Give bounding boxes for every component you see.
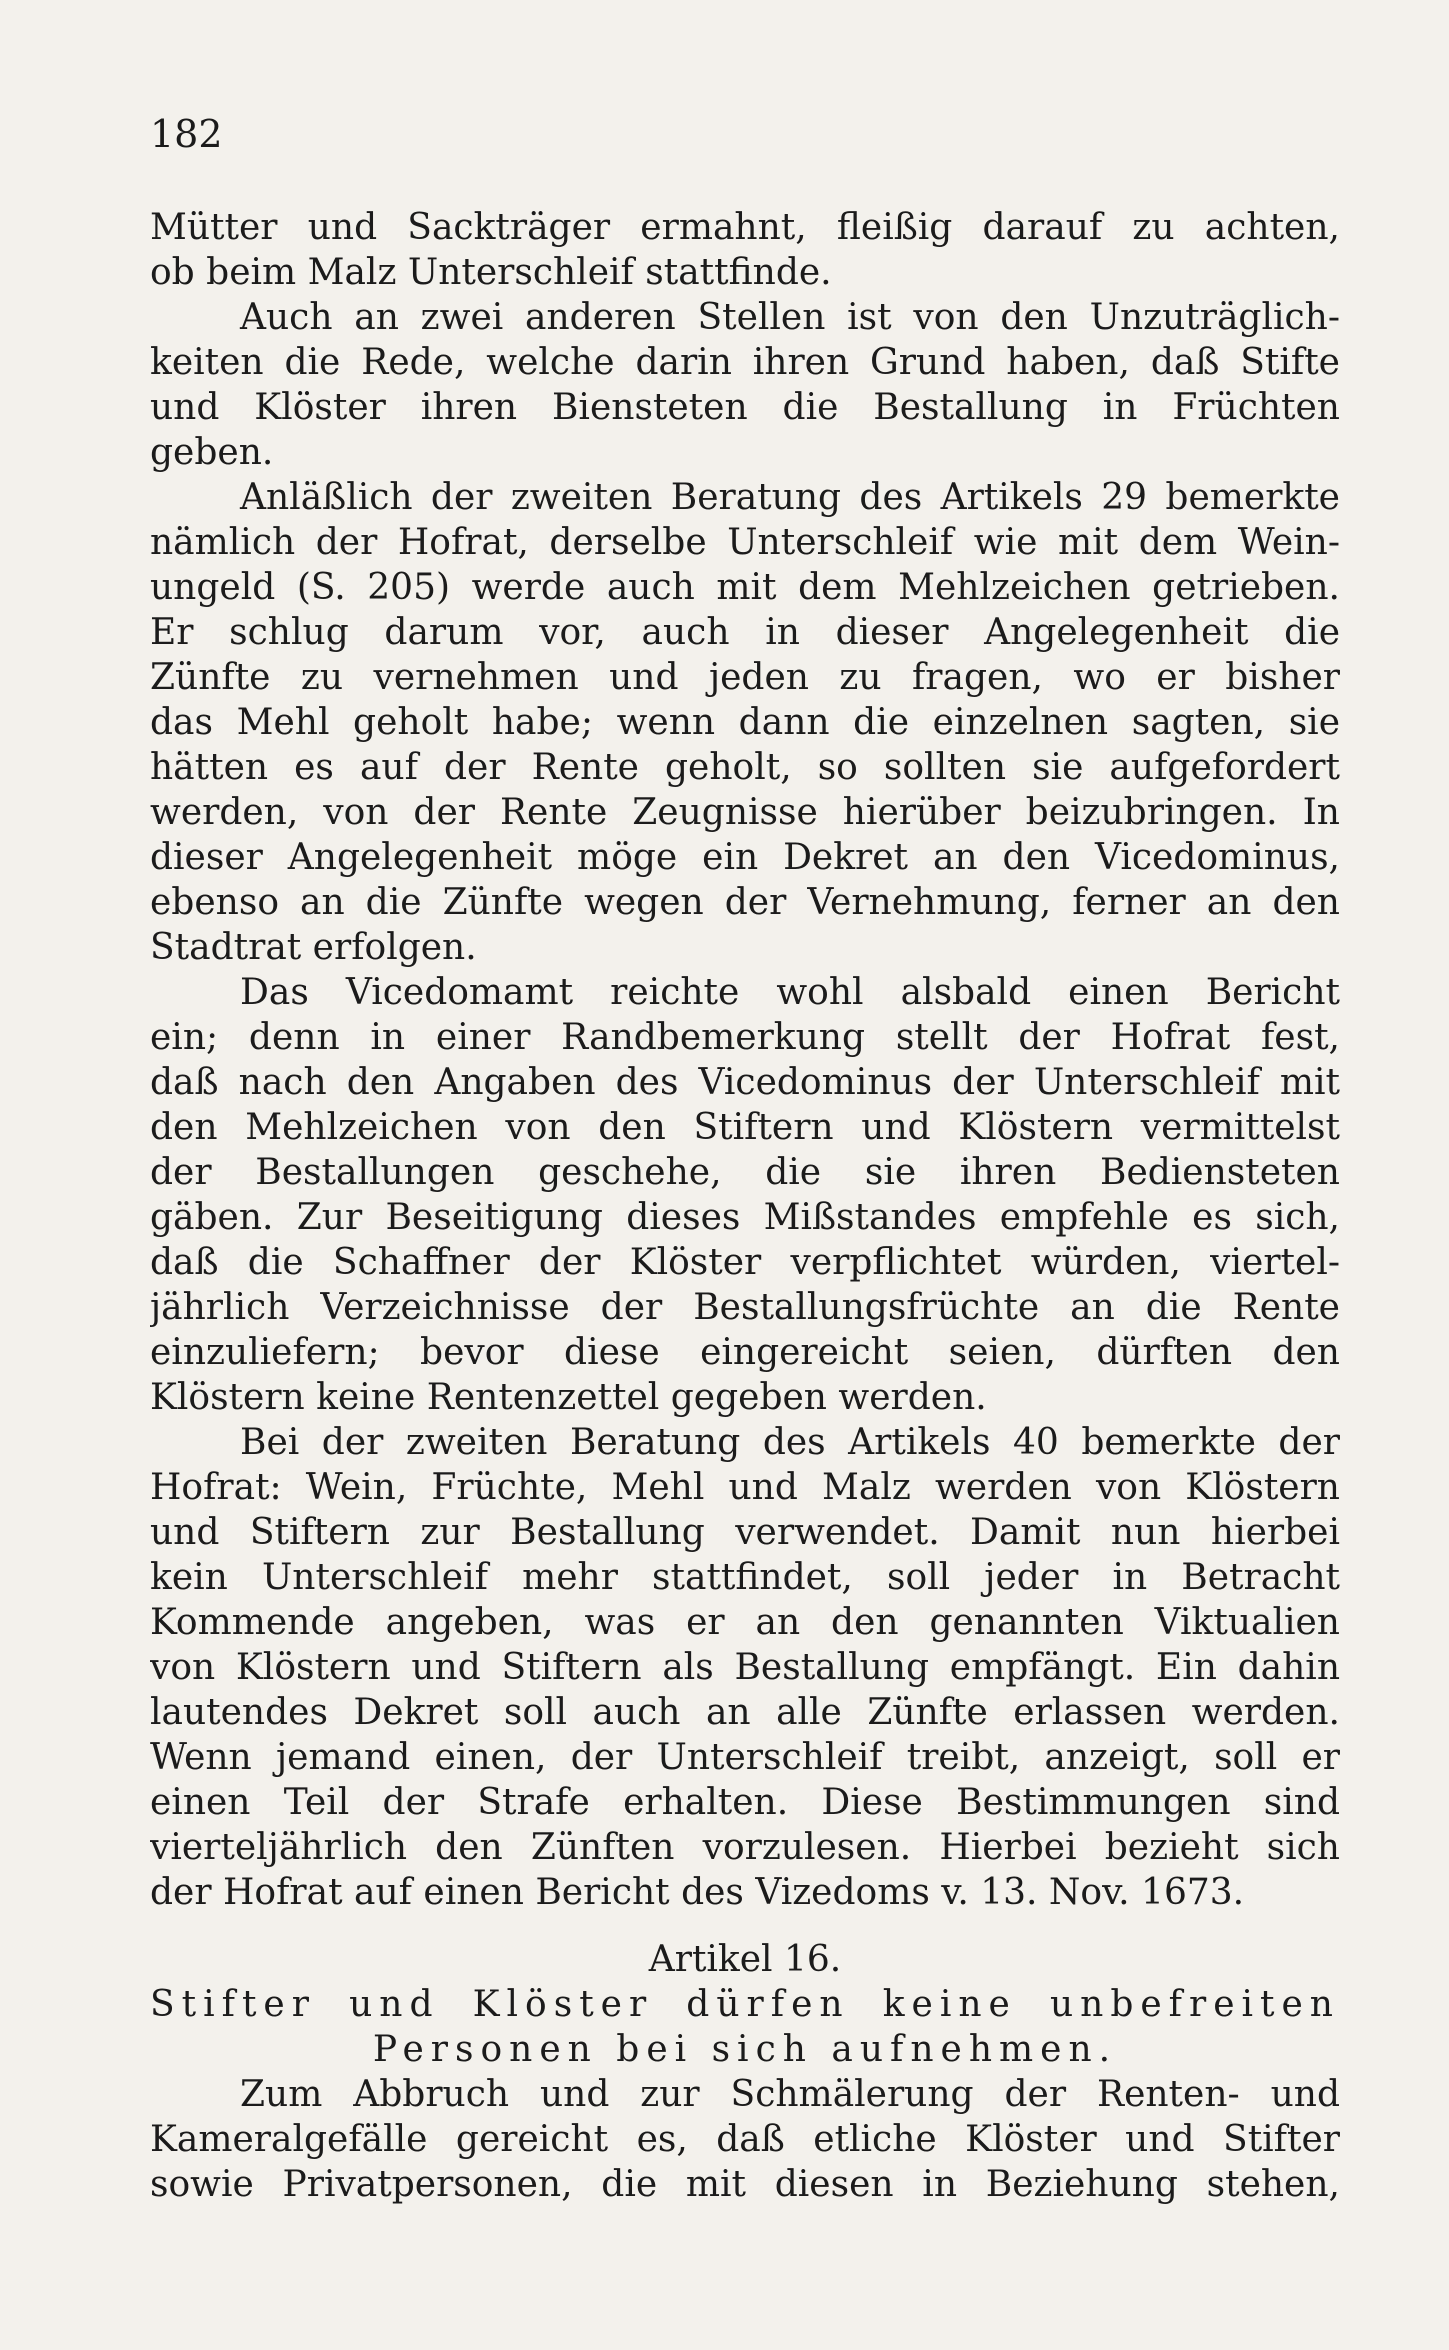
text-line: hätten es auf der Rente geholt, so sollten sie aufgefordert [150,747,1340,788]
text-line: den Mehlzeichen von den Stiftern und Klöstern vermittelst [150,1107,1340,1148]
text-line: Mütter und Sackträger ermahnt, fleißig darauf zu achten, [150,207,1340,248]
text-line: geben. [150,432,274,473]
text-line: Anläßlich der zweiten Beratung des Artikels 29 bemerkte [240,477,1340,518]
text-line: ungeld (S. 205) werde auch mit dem Mehlzeichen getrieben. [150,567,1340,608]
text-line: Wenn jemand einen, der Unterschleif treibt, anzeigt, soll er [150,1737,1340,1778]
text-line: Zünfte zu vernehmen und jeden zu fragen, wo er bisher [150,657,1340,698]
text-line: einen Teil der Strafe erhalten. Diese Bestimmungen sind [150,1782,1340,1823]
text-line: der Bestallungen geschehe, die sie ihren Bediensteten [150,1152,1340,1193]
text-line: gäben. Zur Beseitigung dieses Mißstandes empfehle es sich, [150,1197,1340,1238]
text-line: ob beim Malz Unterschleif stattfinde. [150,252,832,293]
text-line: lautendes Dekret soll auch an alle Zünfte erlassen werden. [150,1692,1340,1733]
text-line: einzuliefern; bevor diese eingereicht seien, dürften den [150,1332,1340,1373]
text-line: das Mehl geholt habe; wenn dann die einzelnen sagten, sie [150,702,1340,743]
article-title: Stifter und Klöster dürfen keine unbefreiten [150,1984,1340,2025]
text-line: Klöstern keine Rentenzettel gegeben werden. [150,1377,987,1418]
text-line: ein; denn in einer Randbemerkung stellt der Hofrat fest, [150,1017,1340,1058]
text-line: keiten die Rede, welche darin ihren Grund haben, daß Stifte [150,342,1340,383]
text-line: Zum Abbruch und zur Schmälerung der Renten- und [240,2074,1340,2115]
text-line: Er schlug darum vor, auch in dieser Angelegenheit die [150,612,1340,653]
text-line: jährlich Verzeichnisse der Bestallungsfrüchte an die Rente [150,1287,1340,1328]
text-line: Auch an zwei anderen Stellen ist von den Unzuträglich- [240,297,1340,338]
text-line: Kameralgefälle gereicht es, daß etliche Klöster und Stifter [150,2119,1340,2160]
text-line: Das Vicedomamt reichte wohl alsbald einen Bericht [240,972,1340,1013]
text-line: Kommende angeben, was er an den genannten Viktualien [150,1602,1340,1643]
text-line: ebenso an die Zünfte wegen der Vernehmung, ferner an den [150,882,1340,923]
text-line: und Klöster ihren Biensteten die Bestallung in Früchten [150,387,1340,428]
text-line: Hofrat: Wein, Früchte, Mehl und Malz werden von Klöstern [150,1467,1340,1508]
page-number: 182 [150,112,223,156]
text-line: und Stiftern zur Bestallung verwendet. Damit nun hierbei [150,1512,1340,1553]
article-heading: Artikel 16. [648,1939,842,1980]
text-line: werden, von der Rente Zeugnisse hierüber beizubringen. In [150,792,1340,833]
text-line: dieser Angelegenheit möge ein Dekret an den Vicedominus, [150,837,1340,878]
article-title: Personen bei sich aufnehmen. [372,2029,1118,2070]
text-line: nämlich der Hofrat, derselbe Unterschleif wie mit dem Wein- [150,522,1340,563]
text-line: kein Unterschleif mehr stattfindet, soll jeder in Betracht [150,1557,1340,1598]
text-line: sowie Privatpersonen, die mit diesen in Beziehung stehen, [150,2164,1340,2205]
text-line: vierteljährlich den Zünften vorzulesen. Hierbei bezieht sich [150,1827,1340,1868]
text-line: daß nach den Angaben des Vicedominus der Unterschleif mit [150,1062,1340,1103]
text-line: der Hofrat auf einen Bericht des Vizedoms v. 13. Nov. 1673. [150,1872,1245,1913]
text-line: Stadtrat erfolgen. [150,927,477,968]
text-line: daß die Schaffner der Klöster verpflichtet würden, viertel- [150,1242,1340,1283]
text-line: von Klöstern und Stiftern als Bestallung empfängt. Ein dahin [150,1647,1340,1688]
text-line: Bei der zweiten Beratung des Artikels 40 bemerkte der [240,1422,1340,1463]
body-text [150,205,1340,2207]
